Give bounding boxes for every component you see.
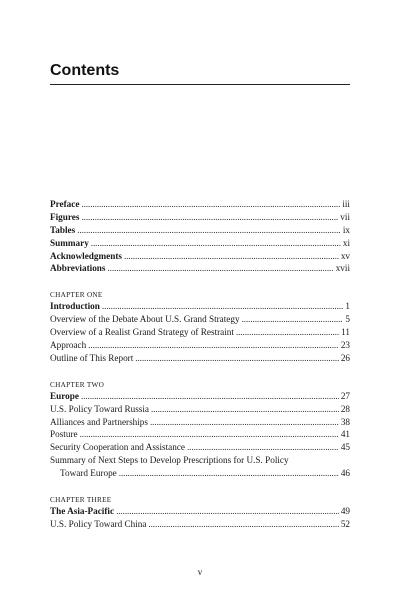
toc-entry-page: 5 (345, 314, 350, 325)
toc-entry-title: Europe (50, 390, 79, 401)
toc-entry-page: xvii (335, 263, 350, 274)
toc-entry[interactable] (50, 519, 350, 532)
toc-entry-preface[interactable] (50, 199, 350, 212)
toc-entry-page: 27 (340, 390, 350, 401)
toc-entry-title: Preface (50, 199, 80, 209)
toc-entry-wrapped-first-line[interactable]: Summary of Next Steps to Develop Prescriptions for U.S. Policy (50, 455, 289, 466)
toc-entry-title: U.S. Policy Toward China (50, 518, 147, 529)
leader-dots (187, 442, 339, 452)
toc-entry-title: The Asia-Pacific (50, 506, 115, 517)
toc-entry-title: Posture (50, 429, 78, 440)
leader-dots (150, 417, 339, 427)
leader-dots (107, 263, 333, 273)
toc-chapter-title[interactable] (50, 301, 350, 314)
toc-entry-title: Outline of This Report (50, 352, 134, 363)
toc-entry-page: 1 (345, 301, 350, 312)
toc-entry-tables[interactable] (50, 225, 350, 238)
toc-entry-page: 49 (340, 506, 350, 517)
toc-entry-page: 38 (340, 416, 350, 427)
toc-entry-page: xi (342, 237, 350, 248)
leader-dots (80, 429, 339, 439)
page-title: Contents (50, 62, 120, 79)
toc-entry-page: 26 (340, 352, 350, 363)
leader-dots (91, 238, 341, 248)
title-rule (50, 84, 350, 85)
toc-entry-figures[interactable] (50, 212, 350, 225)
toc-entry-title: Figures (50, 211, 80, 222)
leader-dots (102, 301, 344, 311)
toc-entry-page: 41 (340, 429, 350, 440)
leader-dots (77, 225, 341, 235)
toc-entry-page: 23 (340, 340, 350, 351)
leader-dots (124, 251, 339, 261)
leader-dots (119, 468, 339, 478)
leader-dots (242, 314, 344, 324)
toc-entry-summary[interactable] (50, 238, 350, 251)
toc-entry-title: Alliances and Partnerships (50, 416, 148, 427)
toc-entry[interactable] (50, 429, 350, 442)
toc-entry[interactable] (50, 314, 350, 327)
toc-chapter-title[interactable] (50, 506, 350, 519)
toc-entry-title: U.S. Policy Toward Russia (50, 403, 149, 414)
toc-entry-title: Toward Europe (60, 468, 117, 479)
toc-entry-title: Security Cooperation and Assistance (50, 442, 185, 453)
toc-entry-page: 52 (340, 518, 350, 529)
toc-entry[interactable] (50, 442, 350, 455)
page-number: v (197, 567, 203, 577)
toc-chapter-title[interactable] (50, 391, 350, 404)
toc-entry-page: iii (342, 199, 350, 209)
chapter-label: CHAPTER ONE (50, 291, 103, 300)
leader-dots (81, 212, 338, 222)
leader-dots (236, 327, 339, 337)
leader-dots (151, 404, 339, 414)
toc-entry-wrapped-continuation[interactable] (50, 468, 350, 481)
toc-entry-page: ix (342, 224, 350, 235)
toc-entry-page: vii (340, 211, 350, 222)
leader-dots (81, 391, 339, 401)
toc-entry[interactable] (50, 404, 350, 417)
toc-entry-title: Acknowledgments (50, 250, 122, 261)
toc-entry-title: Overview of the Debate About U.S. Grand Strategy (50, 314, 240, 325)
leader-dots (148, 519, 338, 529)
leader-dots (88, 340, 339, 350)
toc-entry-title: Tables (50, 224, 76, 235)
toc-entry-page: xv (340, 250, 350, 261)
chapter-label: CHAPTER TWO (50, 380, 105, 389)
leader-dots (81, 199, 340, 209)
toc-entry-page: 46 (340, 468, 350, 479)
toc-entry-title: Overview of a Realist Grand Strategy of Restraint (50, 327, 234, 338)
leader-dots (135, 353, 339, 363)
toc-entry-title: Abbreviations (50, 263, 106, 274)
leader-dots (116, 506, 339, 516)
table-of-contents (50, 199, 350, 532)
toc-entry[interactable] (50, 417, 350, 430)
toc-entry-acknowledgments[interactable] (50, 251, 350, 264)
toc-entry[interactable] (50, 327, 350, 340)
toc-entry-abbreviations[interactable] (50, 263, 350, 276)
toc-entry-title: Summary (50, 237, 89, 248)
toc-entry[interactable] (50, 353, 350, 366)
chapter-label: CHAPTER THREE (50, 496, 112, 505)
toc-entry-page: 45 (340, 442, 350, 453)
toc-entry-page: 28 (340, 403, 350, 414)
toc-entry-title: Introduction (50, 301, 100, 312)
toc-entry-page: 11 (341, 327, 350, 338)
toc-entry-title: Approach (50, 340, 87, 351)
toc-entry[interactable] (50, 340, 350, 353)
